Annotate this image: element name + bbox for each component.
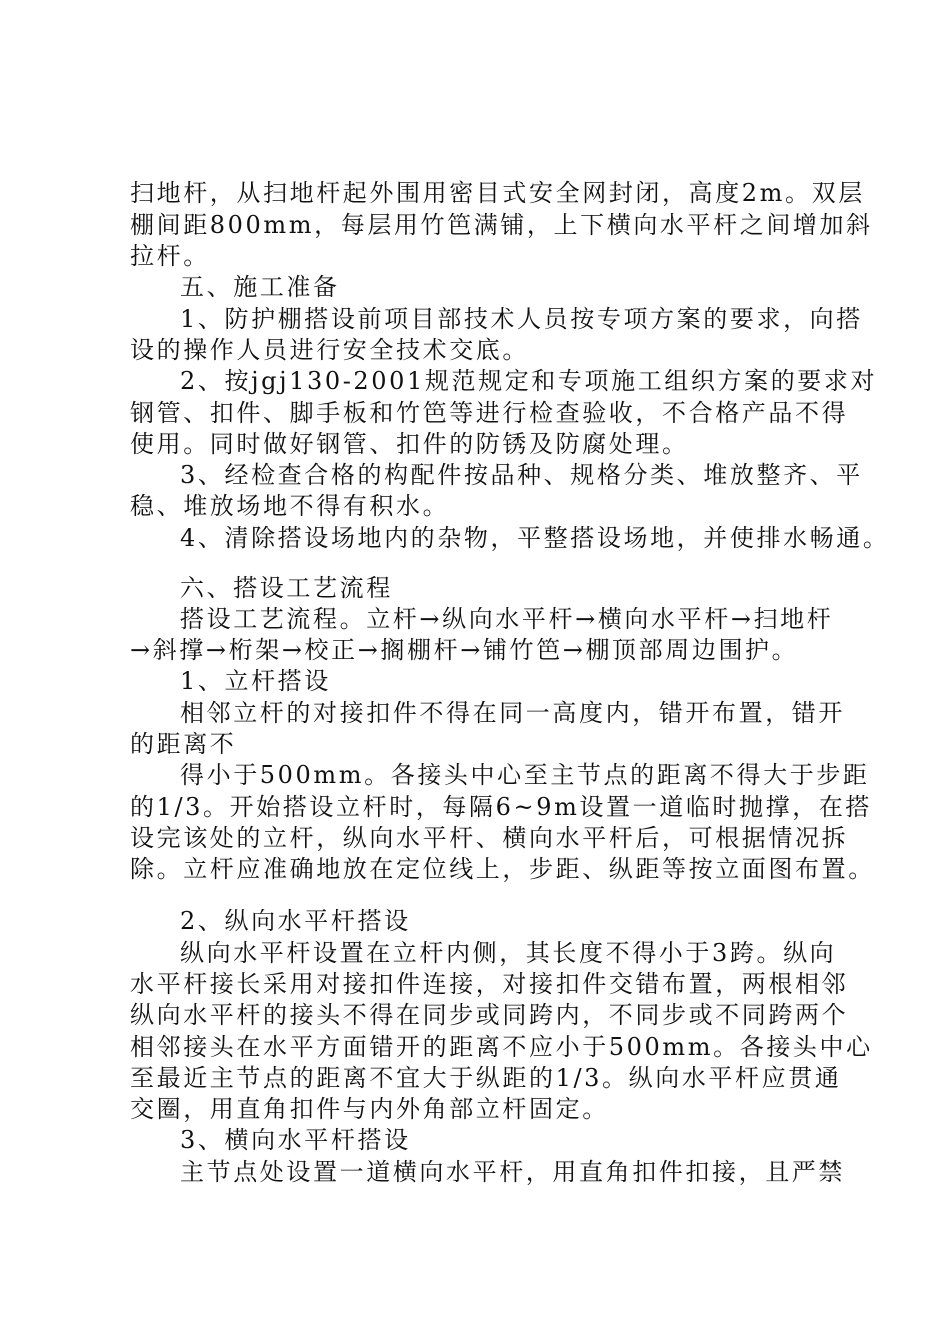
body-text-line: 纵向水平杆的接头不得在同步或同跨内，不同步或不同跨两个	[130, 1001, 849, 1029]
subsection-heading: 2、纵向水平杆搭设	[180, 907, 411, 935]
section-heading: 五、施工准备	[180, 273, 340, 301]
body-text-line: 稳、堆放场地不得有积水。	[130, 492, 450, 520]
body-text-line: 钢管、扣件、脚手板和竹笆等进行检查验收，不合格产品不得	[130, 399, 849, 427]
section-heading: 六、搭设工艺流程	[180, 574, 393, 602]
body-text-line: 相邻立杆的对接扣件不得在同一高度内，错开布置，错开	[180, 699, 845, 727]
body-text-line: 至最近主节点的距离不宜大于纵距的1/3。纵向水平杆应贯通	[130, 1064, 842, 1092]
body-text-line: 水平杆接长采用对接扣件连接，对接扣件交错布置，两根相邻	[130, 970, 849, 998]
subsection-heading: 1、立杆搭设	[180, 667, 331, 695]
body-text-line: 主节点处设置一道横向水平杆，用直角扣件扣接，且严禁	[180, 1158, 845, 1186]
body-text-line: 的1/3。开始搭设立杆时，每隔6~9m设置一道临时抛撑，在搭	[130, 793, 873, 821]
body-text-line: →斜撑→桁架→校正→搁棚杆→铺竹笆→棚顶部周边围护。	[130, 636, 799, 664]
body-text-line: 设的操作人员进行安全技术交底。	[130, 336, 529, 364]
body-text-line: 搭设工艺流程。立杆→纵向水平杆→横向水平杆→扫地杆	[180, 605, 834, 633]
body-text-line: 扫地杆，从扫地杆起外围用密目式安全网封闭，高度2m。双层	[130, 179, 865, 207]
body-text-line: 棚间距800mm，每层用竹笆满铺，上下横向水平杆之间增加斜	[130, 211, 873, 239]
body-text-line: 拉杆。	[130, 242, 210, 270]
body-text-line: 的距离不	[130, 730, 237, 758]
body-text-line: 1、防护棚搭设前项目部技术人员按专项方案的要求，向搭	[180, 305, 863, 333]
body-text-line: 交圈，用直角扣件与内外角部立杆固定。	[130, 1095, 609, 1123]
body-text-line: 除。立杆应准确地放在定位线上，步距、纵距等按立面图布置。	[130, 855, 875, 883]
body-text-line: 纵向水平杆设置在立杆内侧，其长度不得小于3跨。纵向	[180, 939, 837, 967]
body-text-line: 3、经检查合格的构配件按品种、规格分类、堆放整齐、平	[180, 461, 863, 489]
body-text-line: 设完该处的立杆，纵向水平杆、横向水平杆后，可根据情况拆	[130, 824, 849, 852]
body-text-line: 4、清除搭设场地内的杂物，平整搭设场地，并使排水畅通。	[180, 524, 890, 552]
body-text-line: 使用。同时做好钢管、扣件的防锈及防腐处理。	[130, 430, 689, 458]
subsection-heading: 3、横向水平杆搭设	[180, 1126, 411, 1154]
body-text-line: 2、按jgj130-2001规范规定和专项施工组织方案的要求对	[180, 367, 878, 395]
body-text-line: 得小于500mm。各接头中心至主节点的距离不得大于步距	[180, 761, 870, 789]
body-text-line: 相邻接头在水平方面错开的距离不应小于500mm。各接头中心	[130, 1033, 873, 1061]
